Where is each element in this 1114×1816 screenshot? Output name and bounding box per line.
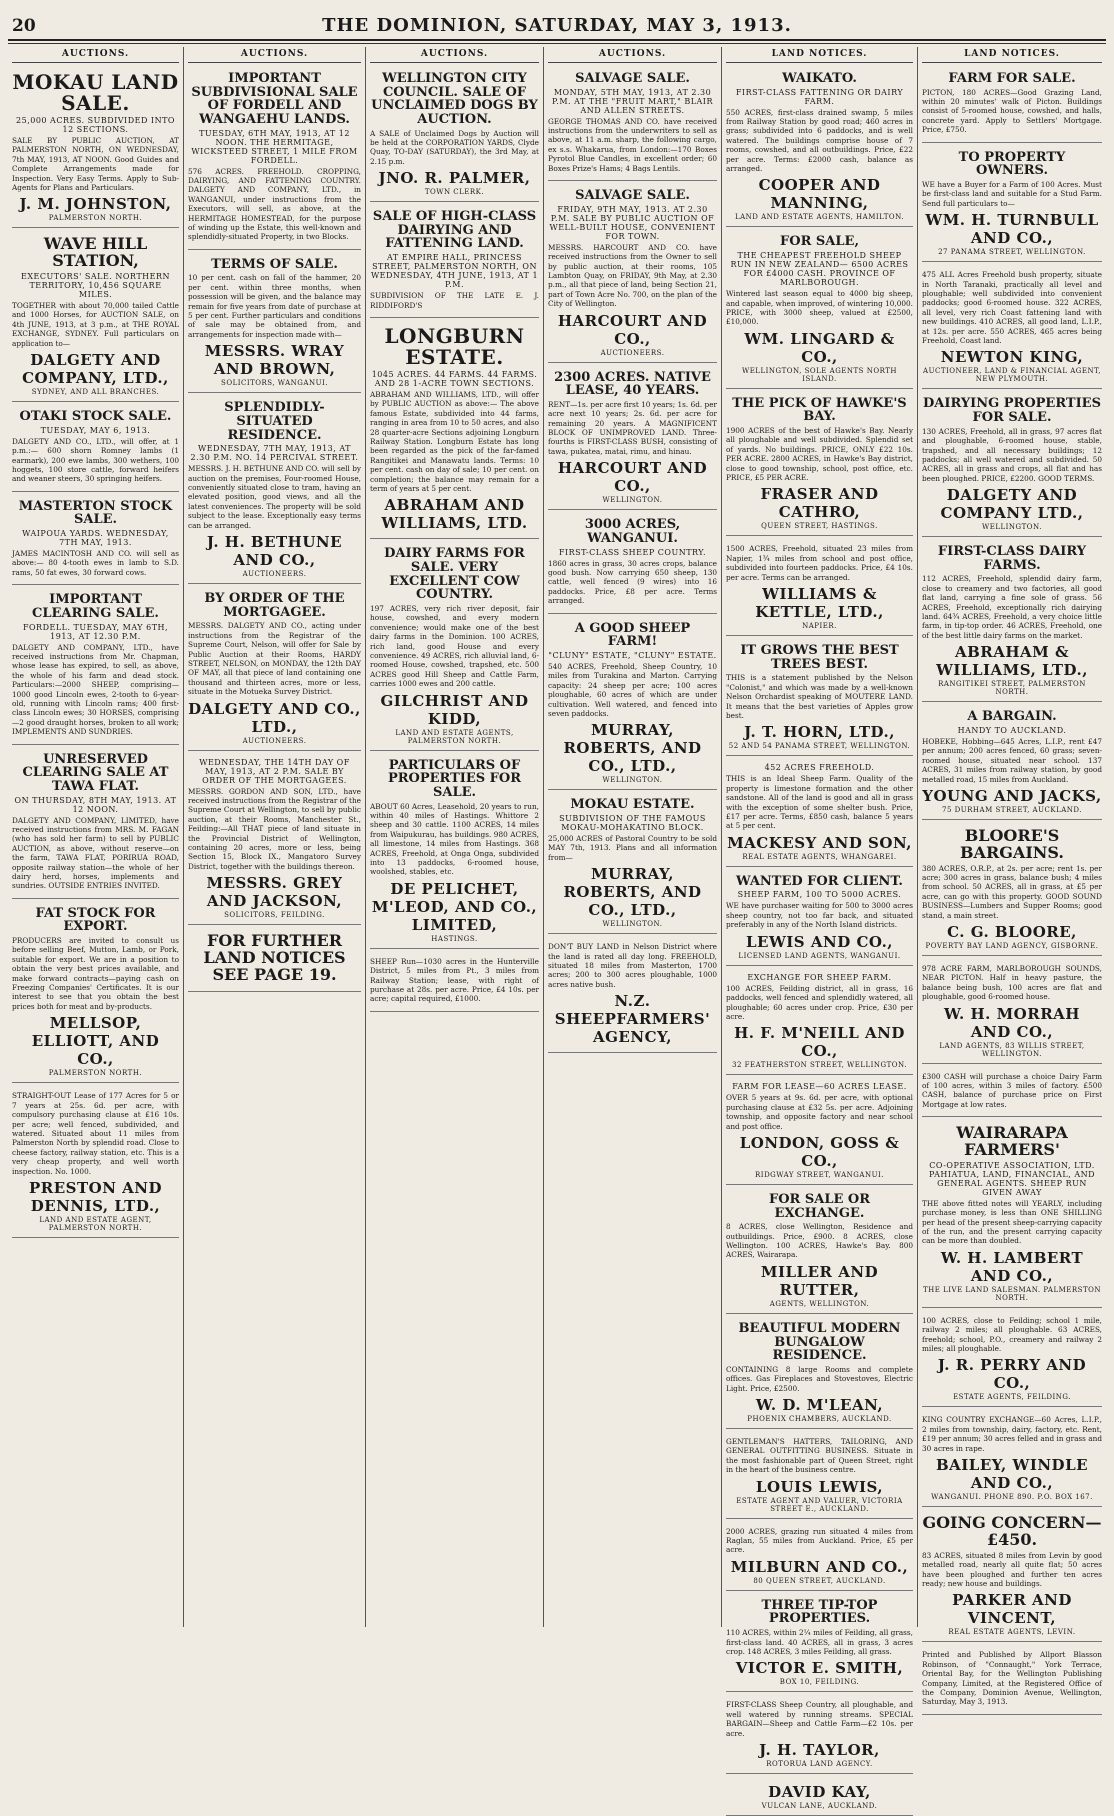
masthead	[8, 6, 1106, 41]
advertisement	[922, 1645, 1102, 1714]
advertisement	[922, 823, 1102, 956]
advertisement	[922, 959, 1102, 1064]
column-header: AUCTIONS.	[12, 47, 179, 63]
newspaper-title: THE DOMINION, SATURDAY, MAY 3, 1913.	[322, 15, 792, 36]
ad-subheading: TUESDAY, MAY 6, 1913.	[40, 425, 151, 435]
ad-heading: FOR FURTHER LAND NOTICES SEE PAGE 19.	[203, 931, 346, 984]
column-header: AUCTIONS.	[548, 47, 717, 63]
ad-subheading: EXCHANGE FOR SHEEP FARM.	[747, 972, 892, 982]
ad-heading: GOING CONCERN—£450.	[922, 1513, 1102, 1549]
advertisement	[726, 759, 913, 866]
ad-body: 1900 ACRES of the best of Hawke's Bay. Nearly all ploughable and well subdivided. Splendid set of yards. No buildings. PRICE, ONLY £22 10s. PER ACRE. 2800 ACRES, in Hawke's Bay district, close to good township, school, post office, etc. PRICE, £5 PER ACRE.	[726, 426, 913, 483]
ad-agent-name: FRASER AND CATHRO,	[760, 485, 879, 522]
ad-heading: THREE TIP-TOP PROPERTIES.	[761, 1597, 878, 1627]
ad-heading: BEAUTIFUL MODERN BUNGALOW RESIDENCE.	[738, 1320, 901, 1364]
ad-subheading: HANDY TO AUCKLAND.	[957, 725, 1067, 735]
ad-heading: MOKAU ESTATE.	[570, 797, 695, 813]
ad-agent-address: WELLINGTON.	[602, 496, 663, 505]
ad-body: THE above fitted notes will YEARLY, including purchase money, is less than ONE SHILLING per head of the present sheep-carrying capacity of the run, and the present carrying capacity can be more than doubled.	[922, 1198, 1102, 1246]
ad-heading: MOKAU LAND SALE.	[12, 70, 179, 115]
ad-agent-name: MESSRS. WRAY AND BROWN,	[204, 342, 345, 379]
ad-heading: SPLENDIDLY-SITUATED RESIDENCE.	[224, 400, 325, 443]
advertisement	[922, 1067, 1102, 1118]
ad-subheading: THE CHEAPEST FREEHOLD SHEEP RUN IN NEW ZEALAND— 6500 ACRES FOR £4000 CASH. PROVINCE OF MARLBOROUGH.	[730, 251, 909, 288]
ad-body: 8 ACRES, close Wellington, Residence and outbuildings. Price, £900. 8 ACRES, close Wellington. 100 ACRES, Hawke's Bay. 800 ACRES, Wairarapa.	[726, 1222, 913, 1260]
advertisement	[370, 542, 539, 750]
advertisement	[726, 230, 913, 388]
ad-agent-address: LAND AND ESTATE AGENTS, HAMILTON.	[734, 213, 905, 222]
ad-heading: DAIRY FARMS FOR SALE. VERY EXCELLENT COW COUNTRY.	[384, 546, 525, 603]
ad-subheading: 452 ACRES FREEHOLD.	[764, 763, 875, 773]
ad-heading: WAIKATO.	[782, 71, 857, 86]
advertisement	[12, 495, 179, 586]
ad-body: SALE BY PUBLIC AUCTION, AT PALMERSTON NORTH, ON WEDNESDAY, 7th MAY, 1913, AT NOON. Good Guides and Complete Arrangements made for Inspection. Very Easy Terms. Apply to Sub-Agents for Plans and Particulars.	[12, 136, 179, 193]
ad-agent-address: WELLINGTON, SOLE AGENTS NORTH ISLAND.	[742, 366, 897, 383]
ad-body: HOBEKE, Hobbing—645 Acres, L.I.P., rent £47 per annum; 200 acres fenced, 60 grass; seven-roomed house, situated near school. 137 ACRES, 31 miles from railway station, by good metalled road, 15 miles from Auckland.	[922, 736, 1102, 784]
ad-agent-name: YOUNG AND JACKS,	[922, 786, 1102, 805]
page-number: 20	[12, 16, 36, 36]
ad-agent-name: BAILEY, WINDLE AND CO.,	[935, 1456, 1089, 1493]
ad-subheading: WEDNESDAY, 7TH MAY, 1913, AT 2.30 P.M. NO. 14 PERCIVAL STREET.	[190, 444, 359, 463]
ad-body: OVER 5 years at 9s. 6d. per acre, with optional purchasing clause at £32 5s. per acre. Adjoining township, and opposite factory and near school and post office.	[726, 1093, 913, 1131]
ad-heading: A BARGAIN.	[967, 709, 1057, 725]
ad-subheading: WAIPOUA YARDS. WEDNESDAY, 7TH MAY, 1913.	[22, 529, 169, 548]
ad-body: A SALE of Unclaimed Dogs by Auction will be held at the CORPORATION YARDS, Clyde Quay, TO-DAY (SATURDAY), the 3rd May, at 2.15 p.m.	[370, 128, 539, 166]
ad-heading: BLOORE'S BARGAINS.	[960, 825, 1064, 862]
ad-agent-name: HARCOURT AND CO.,	[557, 459, 708, 496]
ad-body: DALGETY AND COMPANY, LIMITED, have received instructions from MRS. M. FAGAN (who has sold her farm) to sell by PUBLIC AUCTION, as above, without reserve—on the farm, TAWA FLAT, PORIRUA ROAD, opposite railway station—the whole of her dairy herd, horses, implements and sundries. OUTSIDE ENTRIES INVITED.	[12, 815, 179, 891]
advertisement	[188, 587, 361, 751]
advertisement	[12, 67, 179, 228]
ad-subheading: ON THURSDAY, 8TH MAY, 1913. AT 12 NOON.	[14, 795, 177, 814]
advertisement	[922, 392, 1102, 537]
ad-subheading: FIRST-CLASS SHEEP COUNTRY.	[558, 547, 707, 557]
ad-body: WE have a Buyer for a Farm of 100 Acres. Must be first-class land and suitable for a Stud Farm. Send full particulars to—	[922, 179, 1102, 208]
ad-body: STRAIGHT-OUT Lease of 177 Acres for 5 or 7 years at 25s. 6d. per acre, with compulsory purchasing clause at £16 10s. per acre; well fenced, subdivided, and watered. Situated about 11 miles from Palmerston North by splendid road. Close to cheese factory, railway station, etc. This is a very cheap property, and well worth inspection. No. 1000.	[12, 1091, 179, 1176]
ad-agent-name: VICTOR E. SMITH,	[735, 1659, 904, 1678]
ad-heading: FARM FOR SALE.	[948, 71, 1076, 86]
ad-agent-address: AGENTS, WELLINGTON.	[769, 1299, 870, 1308]
ad-body: Printed and Published by Allport Blasson Robinson, of "Connaught," York Terrace, Oriental Bay, for the Wellington Publishing Company, Limited, at the Registered Office of the Company, Dominion Avenue, Wellington, Saturday, May 3, 1913.	[922, 1650, 1102, 1707]
ad-heading: FOR SALE,	[780, 234, 859, 250]
ad-body: 540 ACRES, Freehold, Sheep Country, 10 miles from Turakina and Marton. Carrying capacity: 24 sheep per acre; 100 acres ploughable, 60 acres of which are under cultivation. Well watered, and fenced into seven paddocks.	[548, 661, 717, 718]
ad-agent-address: PHOENIX CHAMBERS, AUCKLAND.	[747, 1415, 892, 1423]
ad-agent-address: 52 AND 54 PANAMA STREET, WELLINGTON.	[728, 742, 911, 751]
ad-body: PICTON, 180 ACRES—Good Grazing Land, within 20 minutes' walk of Picton. Buildings consist of 5-roomed house, cowshed, and halls, concrete yard. Apply to Settlers' Mortgage. Price, £750.	[922, 87, 1102, 135]
ad-body: DALGETY AND CO., LTD., will offer, at 1 p.m.:— 600 shorn Romney lambs (1 earmark), 200 ewe lambs, 300 wethers, 100 hoggets, 100 store cattle, forward heifers and weaner steers, 30 springing heifers.	[12, 436, 179, 484]
ad-agent-address: WANGANUI. PHONE 890. P.O. BOX 167.	[931, 1493, 1093, 1502]
ad-subheading: FARM FOR LEASE—60 ACRES LEASE.	[732, 1082, 907, 1092]
ad-body: 197 ACRES, very rich river deposit, fair house, cowshed, and every modern convenience; would make one of the best dairy farms in the Dominion. 100 ACRES, rich land, good House and every convenience. 49 ACRES, rich alluvial land, 6-roomed House, cowshed, trapshed, etc. 500 ACRES good Hill Sheep and Cattle Farm, carries 1000 ewes and 200 cattle.	[370, 603, 539, 689]
ad-agent-name: MELLSOP, ELLIOTT, AND CO.,	[31, 1014, 160, 1069]
ad-body: MESSRS. DALGETY AND CO., acting under instructions from the Registrar of the Supreme Court, Nelson, will offer for Sale by Public Auction at their Rooms, HARDY STREET, NELSON, on MONDAY, the 12th DAY OF MAY, all that piece of land containing one thousand and thirteen acres, more or less, situate in the Motueka Survey District.	[188, 621, 361, 697]
ad-agent-name: WM. H. TURNBULL AND CO.,	[925, 211, 1099, 248]
ad-agent-name: NEWTON KING,	[940, 348, 1084, 367]
advertisement	[922, 705, 1102, 820]
ad-agent-address: POVERTY BAY LAND AGENCY, GISBORNE.	[925, 941, 1099, 950]
ad-body: SUBDIVISION OF THE LATE E. J. RIDDIFORD'S	[370, 291, 539, 310]
ad-heading: LONGBURN ESTATE.	[384, 323, 525, 369]
advertisement	[12, 748, 179, 899]
ad-heading: WAIRARAPA FARMERS'	[956, 1123, 1068, 1160]
ad-body: 83 ACRES, situated 8 miles from Levin by good metalled road, nearly all quite flat; 50 acres have been ploughed and further ten acres ready; new house and buildings.	[922, 1550, 1102, 1588]
ad-agent-name: W. H. LAMBERT AND CO.,	[940, 1248, 1084, 1285]
ad-body: 978 ACRE FARM, MARLBOROUGH SOUNDS, NEAR PICTON. Half in heavy pasture, the balance being bush, 100 acres are flat and ploughable, good 6-roomed house.	[922, 963, 1102, 1002]
ad-body: 550 ACRES, first-class drained swamp, 5 miles from Railway Station by good road; 460 acres in grass; subdivided into 6 paddocks, and is well watered. The buildings comprise house of 7 rooms, cowshed, and all outbuildings. Price, £22 per acre. Terms: £2000 cash, balance as arranged.	[726, 107, 913, 174]
ad-agent-address: 80 QUEEN STREET, AUCKLAND.	[753, 1576, 886, 1585]
ad-body: 1500 ACRES, Freehold, situated 23 miles from Napier, 1¾ miles from school and post office, subdivided into fourteen paddocks. Price, £4 10s. per acre. Terms can be arranged.	[726, 544, 913, 582]
advertisement	[726, 67, 913, 227]
ad-heading: SALVAGE SALE.	[575, 188, 690, 204]
ad-subheading: EXECUTORS' SALE. NORTHERN TERRITORY, 10,456 SQUARE MILES.	[21, 272, 170, 300]
ad-heading: BY ORDER OF THE MORTGAGEE.	[204, 591, 345, 620]
ad-body: £300 CASH will purchase a choice Dairy Farm of 100 acres, within 3 miles of factory. £500 CASH, balance of purchase price on First Mortgage at low rates.	[922, 1071, 1102, 1109]
ad-body: 25,000 ACRES of Pastoral Country to be sold MAY 7th, 1913. Plans and all information from—	[548, 833, 717, 862]
ad-agent-name: GILCHRIST AND KIDD,	[380, 691, 529, 728]
ad-body: Wintered last season equal to 4000 big sheep, and capable, when improved, of wintering 10,000. PRICE, with 3000 sheep, valued at £2500, £10,000.	[726, 289, 913, 327]
ad-agent-address: 75 DURHAM STREET, AUCKLAND.	[942, 805, 1082, 814]
column-header: LAND NOTICES.	[922, 47, 1102, 63]
advertisement	[12, 902, 179, 1084]
advertisement	[726, 1317, 913, 1429]
ad-heading: A GOOD SHEEP FARM!	[574, 620, 691, 650]
ad-agent-address: ESTATE AGENT AND VALUER, VICTORIA STREET E., AUCKLAND.	[736, 1496, 903, 1513]
ad-agent-name: WILLIAMS & KETTLE, LTD.,	[755, 585, 884, 622]
ad-body: CONTAINING 8 large Rooms and complete offices. Gas Fireplaces and Stovestoves, Electric Light. Price, £2500.	[726, 1364, 913, 1393]
advertisement	[548, 513, 717, 613]
advertisement	[370, 205, 539, 318]
advertisement	[922, 146, 1102, 263]
advertisement	[922, 540, 1102, 702]
advertisement	[726, 392, 913, 537]
advertisement	[922, 1120, 1102, 1308]
ad-agent-name: MESSRS. GREY AND JACKSON,	[206, 874, 343, 911]
ad-agent-name: LOUIS LEWIS,	[755, 1477, 884, 1496]
ad-heading: IMPORTANT CLEARING SALE.	[32, 592, 159, 621]
ad-agent-address: AUCTIONEERS.	[242, 736, 307, 745]
advertisement	[726, 969, 913, 1076]
ad-agent-name: DAVID KAY,	[768, 1782, 871, 1801]
advertisement	[12, 231, 179, 402]
ad-subheading: CO-OPERATIVE ASSOCIATION, LTD. PAHIATUA, LAND, FINANCIAL, AND GENERAL AGENTS. SHEEP RUN GIVEN AWAY	[928, 1160, 1096, 1197]
ad-agent-name: LONDON, GOSS & CO.,	[739, 1133, 900, 1170]
ad-heading: WELLINGTON CITY COUNCIL. SALE OF UNCLAIMED DOGS BY AUCTION.	[371, 71, 538, 127]
ad-body: JAMES MACINTOSH AND CO. will sell as above:— 80 4-tooth ewes in lamb to S.D. rams, 50 fat ewes, 30 forward cows.	[12, 549, 179, 577]
advertisement	[726, 870, 913, 966]
ad-agent-name: J. R. PERRY AND CO.,	[937, 1356, 1087, 1393]
ad-agent-name: N.Z. SHEEPFARMERS' AGENCY,	[554, 992, 711, 1047]
ad-heading: IMPORTANT SUBDIVISIONAL SALE OF FORDELL AND WANGAEHU LANDS.	[191, 71, 358, 127]
column-header: AUCTIONS.	[370, 47, 539, 63]
ad-heading: WANTED FOR CLIENT.	[736, 873, 903, 889]
ad-agent-name: H. F. M'NEILL AND CO.,	[734, 1024, 905, 1061]
advertisement	[726, 1078, 913, 1185]
ad-agent-address: SOLICITORS, FEILDING.	[224, 911, 325, 920]
ad-agent-address: WELLINGTON.	[982, 523, 1042, 532]
advertisement	[922, 67, 1102, 143]
column-header: AUCTIONS.	[188, 47, 361, 63]
ad-agent-name: DALGETY AND COMPANY, LTD.,	[22, 351, 169, 388]
advertisement	[726, 1594, 913, 1693]
ad-subheading: 1045 ACRES. 44 FARMS. 44 FARMS. AND 28 1-ACRE TOWN SECTIONS.	[371, 369, 538, 388]
ad-body: 475 ALL Acres Freehold bush property, situate in North Taranaki, practically all level and ploughable; well subdivided into convenient paddocks; good 6-roomed house. 322 ACRES, all level, very rich Coast fattening land with new buildings. 410 ACRES, all good land, L.I.P., at 12s. per acre. 550 ACRES, 465 acres being Freehold, Coast land.	[922, 270, 1102, 346]
advertisement	[922, 1510, 1102, 1642]
advertisement	[922, 1410, 1102, 1507]
ad-heading: FAT STOCK FOR EXPORT.	[35, 905, 156, 935]
ad-body: PRODUCERS are invited to consult us before selling Beef, Mutton, Lamb, or Pork, suitable for export. We are in a position to obtain the very best prices available, and make forward contracts—paying cash on Freezing Companies' Certificates. It is our interest to see that you obtain the best prices both for meat and by-products.	[12, 936, 179, 1011]
ad-heading: UNRESERVED CLEARING SALE AT TAWA FLAT.	[22, 751, 169, 794]
ad-body: 100 ACRES, Feilding district, all in grass, 16 paddocks, well fenced and splendidly watered, all ploughable; 60 acres under crop. Price, £30 per acre.	[726, 983, 913, 1021]
ad-body: SHEEP Run—1030 acres in the Hunterville District, 5 miles from Pt., 3 miles from Railway Station; lease, with right of purchase at 28s. per acre. Price, £4 10s. per acre; capital required, £1000.	[370, 956, 539, 1004]
advertisement	[548, 366, 717, 511]
ad-agent-name: J. T. HORN, LTD.,	[744, 723, 895, 742]
ad-agent-address: LAND AND ESTATE AGENT, PALMERSTON NORTH.	[39, 1215, 152, 1232]
ad-agent-name: W. D. M'LEAN,	[755, 1396, 884, 1414]
ad-heading: OTAKI STOCK SALE.	[19, 409, 172, 425]
column-auctions-4	[544, 47, 722, 1627]
ad-agent-address: RANGITIKEI STREET, PALMERSTON NORTH.	[938, 680, 1086, 697]
advertisement	[370, 321, 539, 539]
ad-body: 1860 acres in grass, 30 acres crops, balance good bush. Now carrying 650 sheep, 130 cattle, well fenced (9 wires) into 16 paddocks. Price, £8 per acre. Terms arranged.	[548, 558, 717, 606]
ad-subheading: 25,000 ACRES. SUBDIVIDED INTO 12 SECTIONS.	[16, 116, 175, 134]
ad-body: GENTLEMAN'S HATTERS, TAILORING, AND GENERAL OUTFITTING BUSINESS. Situate in the most fashionable part of Queen Street, right in the heart of the business centre.	[726, 1437, 913, 1475]
ad-agent-name: J. H. TAYLOR,	[759, 1740, 880, 1759]
advertisement	[12, 1086, 179, 1238]
ad-subheading: "CLUNY" ESTATE, "CLUNY" ESTATE.	[548, 650, 717, 660]
ad-heading: WAVE HILL STATION,	[43, 234, 148, 271]
ad-body: 100 ACRES, close to Feilding; school 1 mile, railway 2 miles; all ploughable. 63 ACRES, freehold; school, P.O., creamery and railway 2 miles; all ploughable.	[922, 1315, 1102, 1354]
advertisement	[12, 405, 179, 492]
ad-body: MESSRS. GORDON AND SON, LTD., have received instructions from the Registrar of the Supreme Court at Wellington, to sell by public auction, at their Rooms, Manchester St., Feilding:—All THAT piece of land situate in the Provincial District of Wellington, containing 20 acres, more or less, being Section 15, Block IX., Mangatoro Survey District, together with the buildings thereon.	[188, 786, 361, 871]
ad-heading: 2300 ACRES. NATIVE LEASE, 40 YEARS.	[554, 369, 711, 399]
ad-agent-address: ESTATE AGENTS, FEILDING.	[953, 1393, 1071, 1402]
advertisement	[548, 184, 717, 362]
advertisement	[726, 539, 913, 636]
ad-agent-address: VULCAN LANE, AUCKLAND.	[761, 1801, 878, 1810]
ad-body: ABOUT 60 Acres, Leasehold, 20 years to run, within 40 miles of Hastings. Whittore 2 sheep and 30 cattle. 1100 ACRES, 14 miles from Waipukurau, has buildings. 980 ACRES, all limestone, 14 miles from Hastings. 368 ACRES, Freehold, at Onga Onga, subdivided into 13 paddocks, 6-roomed house, woolshed, stables, etc.	[370, 801, 539, 877]
ad-body: ABRAHAM AND WILLIAMS, LTD., will offer by PUBLIC AUCTION as above:— The above famous Estate, subdivided into 44 farms, ranging in area from 10 to 50 acres, and also 28 quarter-acre Sections adjoining Longburn Railway Station. Longburn Estate has long been regarded as the pick of the far-famed Rangitikei and Manawatu lands. Terms: 10 per cent. cash on day of sale; 10 per cent. on completion; the balance may remain for a term of years at 5 per cent.	[370, 389, 539, 493]
ad-body: WE have purchaser waiting for 500 to 3000 acres sheep country, not too far back, and situated preferably in any of the North Island districts.	[726, 901, 913, 930]
ad-body: THIS is a statement published by the Nelson "Colonist," and which was made by a well-known Nelson Orchardist speaking of MOUTERE LAND. It means that the best varieties of Apples grow best.	[726, 673, 913, 720]
advertisement	[548, 793, 717, 934]
ad-body: GEORGE THOMAS AND CO. have received instructions from the underwriters to sell as above, at 11 a.m. sharp, the following cargo, ex s.s. Whakarua, from London:—170 Boxes Pyrotol Blue Candles, in excellent order; 60 Boxes Prize's Hams; 4 Bags Lentils.	[548, 116, 717, 173]
ad-agent-name: WM. LINGARD & CO.,	[744, 329, 895, 366]
advertisement	[188, 67, 361, 250]
ad-agent-name: MURRAY, ROBERTS, AND CO., LTD.,	[563, 721, 702, 776]
ad-heading: FIRST-CLASS DAIRY FARMS.	[937, 544, 1087, 573]
ad-agent-address: BOX 10, FEILDING.	[779, 1678, 860, 1687]
ad-agent-name: ABRAHAM AND WILLIAMS, LTD.	[381, 496, 528, 533]
ad-agent-name: J. H. BETHUNE AND CO.,	[206, 533, 343, 570]
column-auctions-2	[184, 47, 366, 1627]
advertisement	[188, 253, 361, 393]
ad-agent-address: AUCTIONEERS.	[600, 348, 665, 357]
column-auctions-3	[366, 47, 544, 1627]
advertisement	[188, 754, 361, 926]
column-land-notices-1	[722, 47, 918, 1810]
advertisement	[548, 617, 717, 791]
ad-agent-address: PALMERSTON NORTH.	[48, 1069, 143, 1078]
ad-agent-address: THE LIVE LAND SALESMAN. PALMERSTON NORTH.	[923, 1285, 1101, 1302]
ad-agent-address: AUCTIONEERS.	[242, 570, 307, 579]
ad-heading: 3000 ACRES, WANGANUI.	[584, 517, 681, 546]
ad-agent-name: PARKER AND VINCENT,	[952, 1591, 1072, 1628]
ad-body: FIRST-CLASS Sheep Country, all ploughable, and well watered by running streams. SPECIAL BARGAIN—Sheep and Cattle Farm—£2 10s. per acre.	[726, 1700, 913, 1738]
ad-agent-name: HARCOURT AND CO.,	[557, 311, 708, 348]
ad-body: 130 ACRES, Freehold, all in grass, 97 acres flat and ploughable, 6-roomed house, stable, trapshed, and all necessary buildings; 12 paddocks; all well watered and subdivided. 50 ACRES, all in grass and crops, all flat and has been ploughed. PRICE, £2200. GOOD TERMS.	[922, 426, 1102, 483]
ad-agent-address: SOLICITORS, WANGANUI.	[221, 379, 328, 388]
ad-subheading: FIRST-CLASS FATTENING OR DAIRY FARM.	[735, 87, 904, 106]
advertisement	[370, 67, 539, 202]
ad-heading: SALE OF HIGH-CLASS DAIRYING AND FATTENING LAND.	[372, 209, 537, 252]
ad-agent-address: 32 FEATHERSTON STREET, WELLINGTON.	[732, 1061, 907, 1070]
columns	[8, 47, 1106, 1810]
ad-agent-name: ABRAHAM & WILLIAMS, LTD.,	[936, 643, 1088, 680]
advertisement	[922, 1311, 1102, 1408]
ad-agent-address: LAND AGENTS, 83 WILLIS STREET, WELLINGTON.	[939, 1041, 1085, 1058]
ad-agent-address: 27 PANAMA STREET, WELLINGTON.	[938, 248, 1086, 257]
ad-subheading: AT EMPIRE HALL, PRINCESS STREET, PALMERSTON NORTH, ON WEDNESDAY, 4TH JUNE, 1913, AT 1 P.M.	[370, 253, 539, 290]
ad-agent-name: C. G. BLOORE,	[947, 922, 1077, 941]
ad-heading: TERMS OF SALE.	[211, 256, 338, 272]
ad-heading: IT GROWS THE BEST TREES BEST.	[740, 643, 899, 672]
ad-subheading: SUBDIVISION OF THE FAMOUS MOKAU-MOHAKATINO BLOCK.	[559, 813, 706, 832]
ad-agent-address: LAND AND ESTATE AGENTS, PALMERSTON NORTH.	[395, 728, 514, 745]
ad-body: MESSRS. HARCOURT AND CO. have received instructions from the Owner to sell by public auction, at their rooms, 105 Lambton Quay, on FRIDAY, 9th May, at 2.30 p.m., all that piece of land, being Section 21, part of Town Acre No. 700, on the plan of the City of Wellington.	[548, 242, 717, 309]
ad-subheading: FRIDAY, 9TH MAY, 1913. AT 2.30 P.M. SALE BY PUBLIC AUCTION OF WELL-BUILT HOUSE, CONVENIENT FOR TOWN.	[549, 204, 716, 241]
ad-agent-address: SYDNEY, AND ALL BRANCHES.	[31, 388, 160, 397]
column-header: LAND NOTICES.	[726, 47, 913, 63]
advertisement	[726, 1188, 913, 1314]
ad-heading: DAIRYING PROPERTIES FOR SALE.	[923, 396, 1101, 426]
ad-agent-address: HASTINGS.	[431, 934, 478, 943]
ad-heading: MASTERTON STOCK SALE.	[18, 498, 173, 528]
ad-body: 380 ACRES, O.R.P., at 2s. per acre; rent 1s. per acre; 300 acres in grass, balance bush; 4 miles from school. 50 ACRES, all in grass, at £5 per acre, can go with this property. GOOD SOUND BUSINESS—Lumbers and Supper Rooms; good stand, a main street.	[922, 863, 1102, 920]
ad-agent-address: ROTORUA LAND AGENCY.	[766, 1759, 873, 1768]
ad-subheading: TUESDAY, 6TH MAY, 1913, AT 12 NOON. THE HERMITAGE, WICKSTEED STREET, 1 MILE FROM FORDELL.	[191, 128, 358, 165]
advertisement	[726, 1777, 913, 1816]
ad-body: DON'T BUY LAND in Nelson District where the land is rated all day long. FREEHOLD, situated 18 miles from Masterton, 1700 acres; 200 to 300 acres ploughable, 1000 acres native bush.	[548, 942, 717, 989]
ad-agent-name: MILBURN AND CO.,	[730, 1557, 909, 1576]
advertisement	[12, 588, 179, 744]
ad-agent-address: WELLINGTON.	[602, 776, 663, 785]
advertisement	[370, 952, 539, 1012]
ad-heading: THE PICK OF HAWKE'S BAY.	[732, 395, 907, 425]
advertisement	[370, 754, 539, 949]
ad-agent-address: PALMERSTON NORTH.	[48, 214, 143, 223]
ad-body: RENT—1s. per acre first 10 years; 1s. 6d. per acre next 10 years; 2s. 6d. per acre for remaining 20 years. A MAGNIFICENT BLOCK OF UNIMPROVED LAND. Three-fourths is FIRST-CLASS BUSH, consisting of tawa, pukatea, matai, rimu, and hinau.	[548, 399, 717, 456]
advertisement	[188, 928, 361, 991]
ad-body: 112 ACRES, Freehold, splendid dairy farm, close to creamery and two factories, all good flat land, carrying a fine sole of grass. 56 ACRES, Freehold, exceptionally rich dairying land. 64¾ ACRES, Freehold, a very choice little farm, in tip-top order. 46 ACRES, Freehold, one of the best little dairy farms on the market.	[922, 574, 1102, 640]
ad-body: THIS is an Ideal Sheep Farm. Quality of the property is limestone formation and the other sandstone. All of the land is good and all in grass with the exception of some shelter bush. Price, £17 per acre. Terms, £850 cash, balance 5 years at 5 per cent.	[726, 774, 913, 831]
advertisement	[726, 1432, 913, 1519]
ad-agent-name: JNO. R. PALMER,	[378, 169, 531, 188]
advertisement	[548, 67, 717, 181]
advertisement	[548, 937, 717, 1053]
ad-agent-address: REAL ESTATE AGENTS, WHANGAREI.	[742, 852, 897, 861]
ad-body: 2000 ACRES, grazing run situated 4 miles from Raglan, 55 miles from Auckland. Price, £5 per acre.	[726, 1526, 913, 1555]
ad-agent-address: RIDGWAY STREET, WANGANUI.	[755, 1170, 884, 1179]
advertisement	[726, 1695, 913, 1774]
ad-body: 110 ACRES, within 2¼ miles of Feilding, all grass, first-class land. 40 ACRES, all in grass, 3 acres crop. 148 ACRES, 3 miles Feilding, all grass.	[726, 1628, 913, 1656]
ad-agent-name: PRESTON AND DENNIS, LTD.,	[28, 1178, 163, 1215]
ad-agent-address: LICENSED LAND AGENTS, WANGANUI.	[738, 951, 901, 960]
ad-body: DALGETY AND COMPANY, LTD., have received instructions from Mr. Chapman, whose lease has expired, to sell, as above, the whole of his farm and dead stock. Particulars:—2000 SHEEP, comprising—1000 good Lincoln ewes, 2-tooth to 6-year-old, running with Lincoln rams; 400 first-class Lincoln ewes; 30 HORSES, comprising—2 good draught horses, broken to all work; IMPLEMENTS AND SUNDRIES.	[12, 642, 179, 737]
column-auctions-1	[8, 47, 184, 1627]
column-land-notices-2	[918, 47, 1106, 1707]
ad-heading: TO PROPERTY OWNERS.	[958, 149, 1066, 179]
ad-agent-address: AUCTIONEER, LAND & FINANCIAL AGENT, NEW PLYMOUTH.	[923, 367, 1101, 384]
ad-body: KING COUNTRY EXCHANGE—60 Acres, L.I.P., 2 miles from township, dairy, factory, etc. Rent, £19 per annum; 30 acres felled and in grass and 30 acres in rape.	[922, 1415, 1102, 1453]
ad-subheading: WEDNESDAY, THE 14TH DAY OF MAY, 1913, AT 2 P.M. SALE BY ORDER OF THE MORTGAGEES.	[199, 757, 350, 785]
ad-agent-name: MURRAY, ROBERTS, AND CO., LTD.,	[563, 865, 702, 920]
ad-body: 10 per cent. cash on fall of the hammer, 20 per cent. within three months, when possession will be given, and the balance may remain for five years from date of purchase at 5 per cent. Further particulars and conditions of sale may be obtained from, and arrangements for inspection made with—	[188, 273, 361, 339]
ad-agent-address: QUEEN STREET, HASTINGS.	[761, 522, 878, 531]
ad-agent-name: MACKESY AND SON,	[727, 833, 912, 852]
advertisement	[188, 396, 361, 584]
advertisement	[726, 639, 913, 756]
ad-subheading: SHEEP FARM, 100 TO 5000 ACRES.	[737, 890, 902, 900]
ad-agent-name: DE PELICHET, M'LEOD, AND CO., LIMITED,	[371, 879, 538, 934]
advertisement	[726, 1522, 913, 1591]
ad-agent-address: WELLINGTON.	[602, 920, 663, 929]
ad-heading: FOR SALE OR EXCHANGE.	[768, 1191, 871, 1221]
ad-agent-name: W. H. MORRAH AND CO.,	[944, 1004, 1080, 1041]
ad-subheading: MONDAY, 5TH MAY, 1913, AT 2.30 P.M. AT THE "FRUIT MART," BLAIR AND ALLEN STREETS.	[552, 87, 713, 115]
ad-heading: SALVAGE SALE.	[575, 71, 690, 86]
ad-body: MESSRS. J. H. BETHUNE AND CO. will sell by auction on the premises, Four-roomed House, conveniently situated close to tram, having an elevated position, good views, and all the latest conveniences. The property will be sold subject to the lease. Exceptionally easy terms can be arranged.	[188, 464, 361, 530]
ad-agent-name: COOPER AND MANNING,	[758, 176, 881, 213]
ad-agent-name: MILLER AND RUTTER,	[760, 1262, 879, 1299]
ad-body: TOGETHER with about 70,000 tailed Cattle and 1000 Horses, for AUCTION SALE, on 4th JUNE, 1913, at 3 p.m., at THE ROYAL EXCHANGE, SYDNEY. Full particulars on application to—	[12, 301, 179, 348]
ad-agent-name: DALGETY AND CO., LTD.,	[188, 699, 361, 736]
advertisement	[922, 265, 1102, 389]
ad-subheading: FORDELL. TUESDAY, MAY 6TH, 1913, AT 12.30 P.M.	[22, 622, 169, 641]
ad-agent-name: J. M. JOHNSTON,	[19, 195, 172, 214]
ad-agent-address: NAPIER.	[802, 622, 837, 631]
ad-agent-name: DALGETY AND COMPANY LTD.,	[940, 486, 1084, 523]
ad-agent-address: TOWN CLERK.	[424, 188, 485, 197]
ad-heading: PARTICULARS OF PROPERTIES FOR SALE.	[387, 757, 522, 800]
ad-body: 576 ACRES. FREEHOLD. CROPPING, DAIRYING, AND FATTENING COUNTRY. DALGETY AND COMPANY, LTD., in WANGANUI, under instructions from the Executors, will sell, as above, at the HERMITAGE HOMESTEAD, for the purpose of winding up the Estate, this well-known and splendidly-situated Property, in two Blocks.	[188, 166, 361, 242]
ad-agent-address: REAL ESTATE AGENTS, LEVIN.	[948, 1628, 1076, 1637]
ad-agent-name: LEWIS AND CO.,	[745, 932, 894, 951]
